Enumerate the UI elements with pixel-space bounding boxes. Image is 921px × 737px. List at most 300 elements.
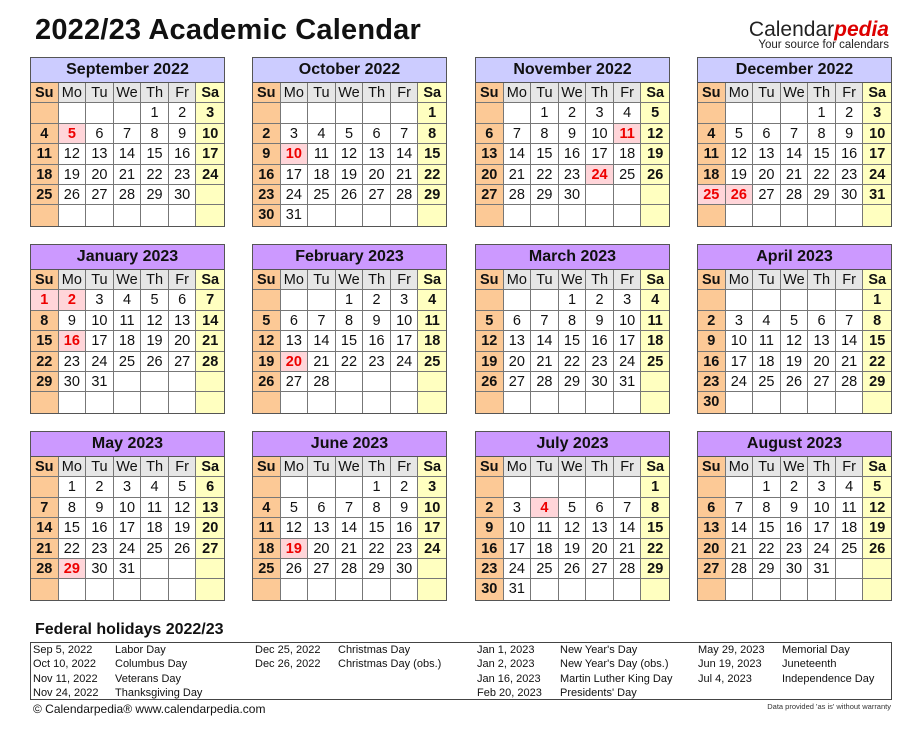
day-cell: 26 [336,185,364,205]
day-cell: 7 [504,124,532,144]
empty-cell [726,579,754,599]
day-cell: 14 [836,331,864,351]
day-cell: 13 [808,331,836,351]
empty-cell [698,205,726,225]
empty-cell [753,392,781,412]
empty-cell [726,205,754,225]
day-cell: 12 [169,498,197,518]
empty-cell [641,205,669,225]
holiday-name: Independence Day [782,672,875,685]
weekday-header: Sa [641,83,669,103]
day-cell: 22 [753,539,781,559]
day-cell: 11 [531,518,559,538]
weekday-header: We [559,270,587,290]
day-cell: 30 [59,372,87,392]
weekday-header: Su [31,83,59,103]
day-cell: 11 [114,311,142,331]
day-cell: 27 [476,185,504,205]
day-cell: 10 [391,311,419,331]
empty-cell [836,579,864,599]
month-november-2022 [475,57,670,227]
day-cell: 2 [476,498,504,518]
day-cell: 28 [31,559,59,579]
empty-cell [253,579,281,599]
day-cell: 14 [726,518,754,538]
empty-cell [86,579,114,599]
day-cell: 25 [836,539,864,559]
holiday-name: Christmas Day (obs.) [338,658,442,671]
day-cell: 14 [31,518,59,538]
weekday-header: Tu [753,457,781,477]
day-cell: 19 [641,144,669,164]
empty-cell [141,205,169,225]
empty-cell [59,103,87,123]
day-cell: 3 [281,124,309,144]
empty-cell [196,579,224,599]
empty-cell [476,205,504,225]
weekday-header: Sa [196,457,224,477]
weekday-header: Su [253,83,281,103]
day-cell: 9 [476,518,504,538]
weekday-header: Fr [836,457,864,477]
day-cell: 2 [253,124,281,144]
day-cell: 6 [363,124,391,144]
day-cell: 16 [698,352,726,372]
weekday-header: We [114,270,142,290]
holiday-date: May 29, 2023 [698,644,765,656]
day-cell: 28 [308,372,336,392]
day-cell: 7 [196,290,224,310]
empty-cell [59,205,87,225]
empty-cell [308,205,336,225]
weekday-header: We [559,457,587,477]
weekday-header: Mo [504,83,532,103]
day-cell: 1 [59,477,87,497]
day-cell: 14 [308,331,336,351]
weekday-header: Fr [391,83,419,103]
empty-cell [726,103,754,123]
empty-cell [863,205,891,225]
day-cell: 4 [418,290,446,310]
empty-cell [114,392,142,412]
day-cell: 6 [753,124,781,144]
holiday-day-cell: 1 [31,290,59,310]
empty-cell [781,579,809,599]
day-cell: 24 [86,352,114,372]
day-cell: 4 [698,124,726,144]
day-cell: 3 [863,103,891,123]
day-cell: 30 [169,185,197,205]
day-cell: 24 [863,165,891,185]
day-cell: 7 [31,498,59,518]
empty-cell [808,392,836,412]
day-cell: 26 [253,372,281,392]
day-cell: 18 [614,144,642,164]
day-cell: 13 [504,331,532,351]
day-cell: 22 [559,352,587,372]
empty-cell [698,103,726,123]
holiday-day-cell: 26 [726,185,754,205]
day-cell: 14 [114,144,142,164]
day-cell: 13 [753,144,781,164]
day-cell: 16 [836,144,864,164]
day-cell: 21 [531,352,559,372]
day-cell: 11 [836,498,864,518]
weekday-header: Su [476,457,504,477]
weekday-header: Th [141,83,169,103]
day-cell: 19 [253,352,281,372]
empty-cell [726,392,754,412]
day-cell: 13 [281,331,309,351]
disclaimer: Data provided 'as is' without warranty [767,702,891,711]
day-cell: 28 [336,559,364,579]
day-cell: 20 [698,539,726,559]
day-cell: 30 [86,559,114,579]
empty-cell [726,290,754,310]
day-cell: 29 [753,559,781,579]
holiday-day-cell: 29 [59,559,87,579]
month-title: October 2022 [253,58,446,83]
day-cell: 13 [698,518,726,538]
day-cell: 19 [59,165,87,185]
day-cell: 31 [808,559,836,579]
day-cell: 14 [391,144,419,164]
day-cell: 8 [363,498,391,518]
holiday-name: Christmas Day [338,644,411,656]
day-cell: 27 [196,539,224,559]
empty-cell [614,392,642,412]
day-cell: 19 [169,518,197,538]
empty-cell [169,559,197,579]
day-cell: 31 [281,205,309,225]
empty-cell [114,372,142,392]
day-cell: 22 [418,165,446,185]
weekday-header: Th [586,457,614,477]
weekday-header: Su [698,270,726,290]
day-cell: 12 [59,144,87,164]
day-cell: 1 [753,477,781,497]
weekday-header: Mo [59,457,87,477]
day-cell: 16 [781,518,809,538]
weekday-header: Mo [726,83,754,103]
empty-cell [391,372,419,392]
day-cell: 22 [808,165,836,185]
day-cell: 3 [86,290,114,310]
day-cell: 18 [698,165,726,185]
empty-cell [336,477,364,497]
day-cell: 8 [808,124,836,144]
day-cell: 10 [418,498,446,518]
day-cell: 17 [196,144,224,164]
day-cell: 10 [114,498,142,518]
month-january-2023 [30,244,225,414]
holidays-table [30,642,892,700]
day-cell: 28 [531,372,559,392]
day-cell: 5 [863,477,891,497]
empty-cell [586,205,614,225]
copyright: © Calendarpedia® www.calendarpedia.com [33,702,266,716]
day-cell: 5 [281,498,309,518]
logo-tagline: Your source for calendars [758,39,889,51]
holiday-date: Jan 2, 2023 [477,658,535,671]
day-cell: 31 [86,372,114,392]
empty-cell [31,477,59,497]
month-title: May 2023 [31,432,224,457]
empty-cell [863,392,891,412]
weekday-header: We [559,83,587,103]
empty-cell [281,579,309,599]
day-cell: 20 [808,352,836,372]
day-cell: 15 [59,518,87,538]
day-cell: 9 [59,311,87,331]
empty-cell [836,392,864,412]
day-cell: 28 [781,185,809,205]
day-cell: 28 [196,352,224,372]
holiday-day-cell: 11 [614,124,642,144]
day-cell: 13 [308,518,336,538]
day-cell: 19 [476,352,504,372]
day-cell: 20 [586,539,614,559]
month-march-2023 [475,244,670,414]
day-cell: 31 [614,372,642,392]
day-cell: 5 [726,124,754,144]
day-cell: 14 [614,518,642,538]
day-cell: 20 [476,165,504,185]
empty-cell [726,477,754,497]
day-cell: 2 [698,311,726,331]
weekday-header: Th [586,270,614,290]
empty-cell [476,290,504,310]
empty-cell [253,290,281,310]
day-cell: 9 [781,498,809,518]
day-cell: 24 [281,185,309,205]
day-cell: 18 [114,331,142,351]
day-cell: 17 [86,331,114,351]
empty-cell [559,477,587,497]
day-cell: 25 [308,185,336,205]
empty-cell [698,290,726,310]
weekday-header: Sa [418,457,446,477]
day-cell: 21 [336,539,364,559]
empty-cell [586,579,614,599]
day-cell: 28 [726,559,754,579]
day-cell: 13 [363,144,391,164]
day-cell: 26 [476,372,504,392]
empty-cell [336,372,364,392]
day-cell: 8 [863,311,891,331]
day-cell: 30 [559,185,587,205]
day-cell: 9 [253,144,281,164]
day-cell: 25 [418,352,446,372]
holiday-name: New Year's Day (obs.) [560,658,669,671]
empty-cell [418,559,446,579]
holiday-day-cell: 2 [59,290,87,310]
day-cell: 2 [559,103,587,123]
day-cell: 24 [391,352,419,372]
day-cell: 19 [863,518,891,538]
day-cell: 12 [336,144,364,164]
weekday-header: Tu [86,83,114,103]
weekday-header: Fr [836,83,864,103]
day-cell: 3 [196,103,224,123]
weekday-header: Mo [281,457,309,477]
day-cell: 18 [141,518,169,538]
day-cell: 16 [559,144,587,164]
empty-cell [781,103,809,123]
weekday-header: Sa [641,270,669,290]
day-cell: 1 [808,103,836,123]
holiday-date: Nov 11, 2022 [33,672,98,685]
empty-cell [418,372,446,392]
day-cell: 27 [808,372,836,392]
weekday-header: Su [698,83,726,103]
month-september-2022 [30,57,225,227]
empty-cell [169,205,197,225]
empty-cell [586,392,614,412]
day-cell: 20 [504,352,532,372]
empty-cell [281,103,309,123]
day-cell: 1 [641,477,669,497]
empty-cell [86,103,114,123]
day-cell: 25 [614,165,642,185]
day-cell: 15 [418,144,446,164]
empty-cell [141,559,169,579]
day-cell: 24 [808,539,836,559]
day-cell: 23 [698,372,726,392]
empty-cell [641,185,669,205]
empty-cell [531,290,559,310]
day-cell: 15 [336,331,364,351]
day-cell: 6 [281,311,309,331]
empty-cell [196,205,224,225]
day-cell: 15 [31,331,59,351]
empty-cell [559,392,587,412]
empty-cell [363,579,391,599]
day-cell: 7 [726,498,754,518]
empty-cell [141,392,169,412]
holiday-name: Martin Luther King Day [560,672,673,685]
weekday-header: Sa [863,83,891,103]
day-cell: 15 [363,518,391,538]
day-cell: 15 [141,144,169,164]
empty-cell [363,392,391,412]
empty-cell [531,205,559,225]
empty-cell [753,103,781,123]
day-cell: 4 [641,290,669,310]
weekday-header: Th [808,457,836,477]
day-cell: 29 [363,559,391,579]
empty-cell [86,392,114,412]
day-cell: 27 [504,372,532,392]
day-cell: 24 [614,352,642,372]
day-cell: 11 [308,144,336,164]
day-cell: 11 [31,144,59,164]
empty-cell [169,579,197,599]
day-cell: 25 [141,539,169,559]
day-cell: 7 [336,498,364,518]
day-cell: 25 [253,559,281,579]
day-cell: 3 [504,498,532,518]
day-cell: 2 [781,477,809,497]
empty-cell [614,205,642,225]
holiday-day-cell: 25 [698,185,726,205]
weekday-header: Sa [418,83,446,103]
empty-cell [308,477,336,497]
empty-cell [504,205,532,225]
day-cell: 1 [141,103,169,123]
day-cell: 27 [281,372,309,392]
day-cell: 21 [114,165,142,185]
day-cell: 4 [253,498,281,518]
empty-cell [808,579,836,599]
day-cell: 18 [753,352,781,372]
day-cell: 21 [391,165,419,185]
day-cell: 16 [253,165,281,185]
day-cell: 31 [114,559,142,579]
weekday-header: Th [363,83,391,103]
weekday-header: Su [31,457,59,477]
day-cell: 24 [418,539,446,559]
day-cell: 23 [363,352,391,372]
day-cell: 20 [86,165,114,185]
day-cell: 25 [531,559,559,579]
holiday-name: Thanksgiving Day [115,686,203,699]
day-cell: 29 [141,185,169,205]
empty-cell [753,579,781,599]
day-cell: 16 [476,539,504,559]
day-cell: 26 [559,559,587,579]
day-cell: 21 [504,165,532,185]
weekday-header: Tu [753,270,781,290]
day-cell: 12 [559,518,587,538]
day-cell: 26 [781,372,809,392]
day-cell: 28 [504,185,532,205]
day-cell: 22 [59,539,87,559]
holiday-day-cell: 20 [281,352,309,372]
day-cell: 3 [114,477,142,497]
day-cell: 17 [863,144,891,164]
holiday-name: Juneteenth [782,658,837,671]
day-cell: 6 [196,477,224,497]
day-cell: 16 [169,144,197,164]
empty-cell [531,392,559,412]
day-cell: 23 [391,539,419,559]
empty-cell [391,579,419,599]
empty-cell [59,579,87,599]
day-cell: 26 [59,185,87,205]
empty-cell [253,477,281,497]
holiday-date: Dec 25, 2022 [255,644,321,656]
weekday-header: Fr [391,457,419,477]
weekday-header: Th [141,270,169,290]
day-cell: 30 [391,559,419,579]
month-june-2023 [252,431,447,601]
holidays-title: Federal holidays 2022/23 [35,621,224,638]
day-cell: 29 [641,559,669,579]
day-cell: 4 [308,124,336,144]
holiday-date: Dec 26, 2022 [255,658,321,671]
weekday-header: Th [586,83,614,103]
weekday-header: Th [363,457,391,477]
day-cell: 4 [31,124,59,144]
weekday-header: Fr [169,83,197,103]
day-cell: 24 [504,559,532,579]
weekday-header: Tu [308,270,336,290]
day-cell: 29 [531,185,559,205]
empty-cell [504,290,532,310]
day-cell: 17 [808,518,836,538]
day-cell: 15 [753,518,781,538]
